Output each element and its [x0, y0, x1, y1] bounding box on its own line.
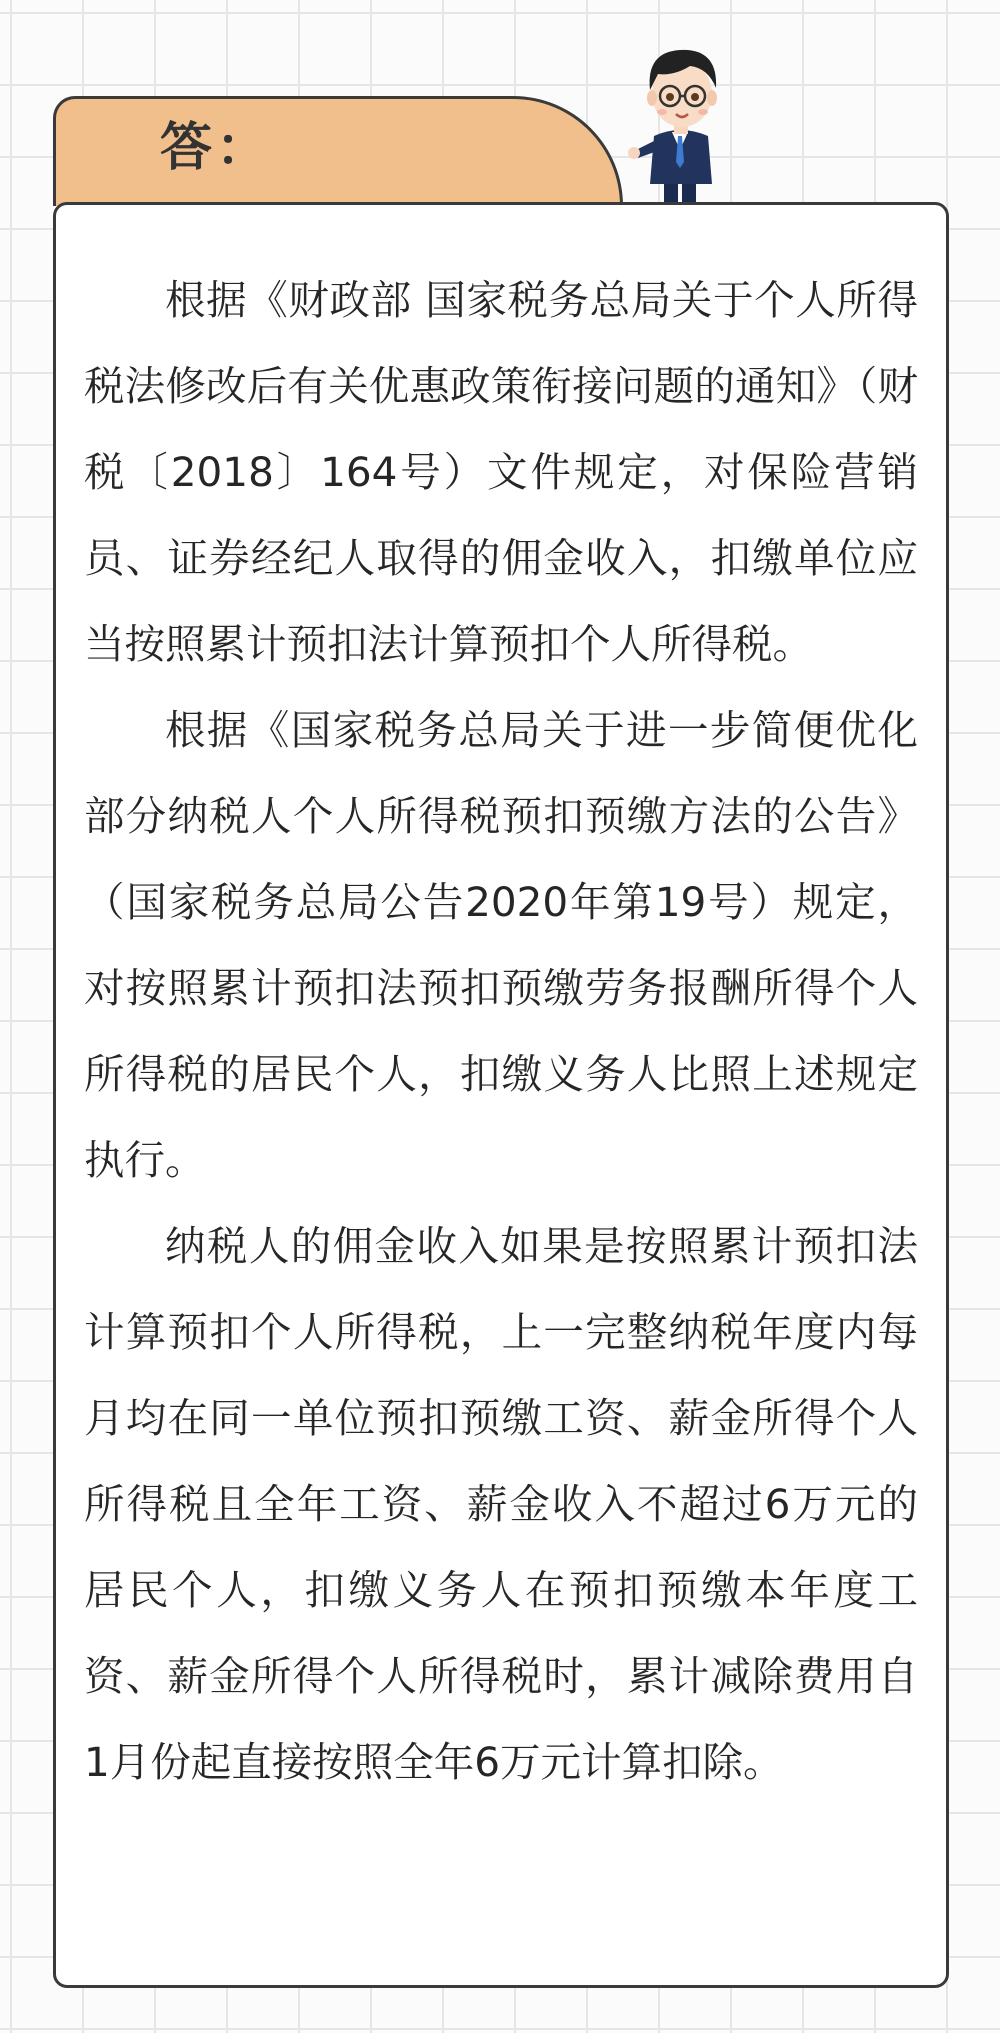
answer-paragraph-2: 根据《国家税务总局关于进一步简便优化部分纳税人个人所得税预扣预缴方法的公告》（国家税务总局公告2020年第19号）规定，对按照累计预扣法预扣预缴劳务报酬所得个人所得税的居民个人，扣缴义务人比照上述规定执行。 [84, 706, 918, 1184]
answer-card [53, 202, 949, 1988]
answer-label: 答： [160, 118, 273, 178]
answer-header-tab [53, 96, 623, 206]
cartoon-man-presenting-icon [628, 32, 736, 204]
answer-paragraph-1: 根据《财政部 国家税务总局关于个人所得税法修改后有关优惠政策衔接问题的通知》（财税〔2018〕164号）文件规定，对保险营销员、证券经纪人取得的佣金收入，扣缴单位应当按照累计预扣法计算预扣个人所得税。 [84, 276, 918, 668]
answer-paragraph-3: 纳税人的佣金收入如果是按照累计预扣法计算预扣个人所得税，上一完整纳税年度内每月均在同一单位预扣预缴工资、薪金所得个人所得税且全年工资、薪金收入不超过6万元的居民个人，扣缴义务人在预扣预缴本年度工资、薪金所得个人所得税时，累计减除费用自1月份起直接按照全年6万元计算扣除。 [84, 1222, 918, 1786]
